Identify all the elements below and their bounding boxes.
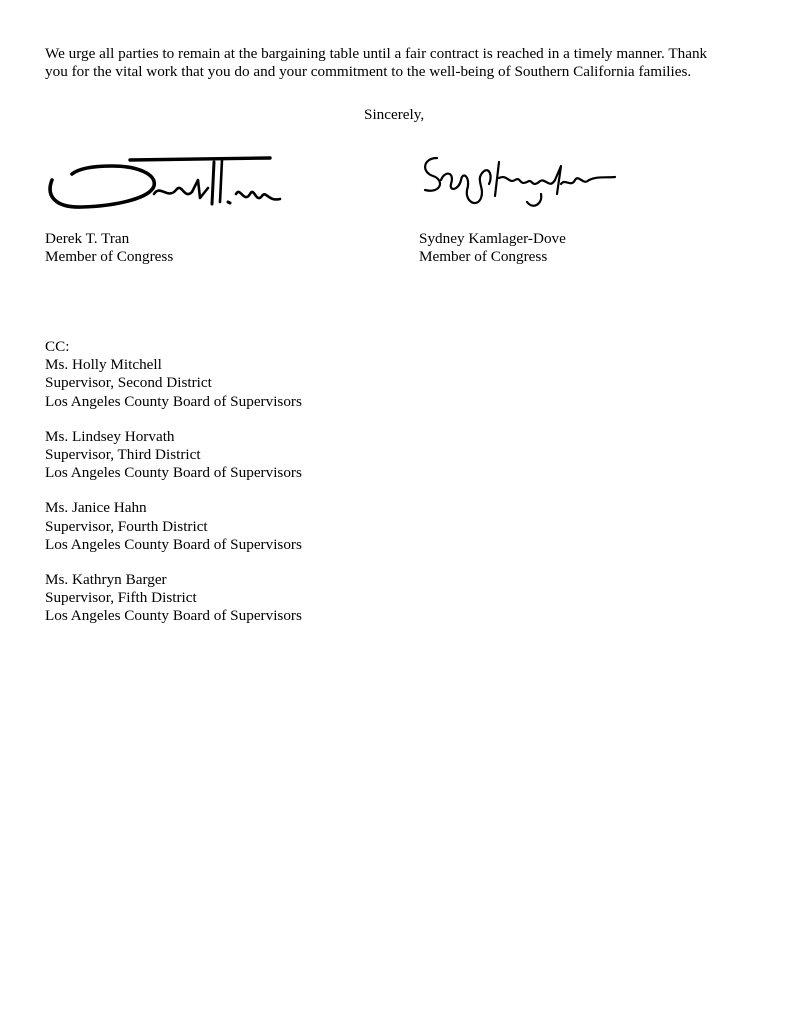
cc-label: CC: — [45, 338, 70, 355]
cc-recipient — [45, 571, 302, 626]
signer-name: Derek T. Tran — [45, 230, 130, 247]
signature-derek-tran — [42, 150, 287, 220]
cc-recipient — [45, 428, 302, 483]
recipient-name: Ms. Holly Mitchell — [45, 356, 162, 374]
closing-paragraph — [45, 45, 745, 81]
recipient-role: Supervisor, Fourth District — [45, 517, 208, 535]
signer-title: Member of Congress — [419, 248, 548, 266]
signature-sydney-kamlager-dove — [415, 150, 620, 215]
recipient-org: Los Angeles County Board of Supervisors — [45, 535, 302, 553]
signer-block-sydney-kamlager-dove — [419, 230, 566, 266]
recipient-role: Supervisor, Third District — [45, 446, 201, 464]
recipient-role: Supervisor, Fifth District — [45, 589, 197, 607]
cc-recipient — [45, 499, 302, 554]
recipient-name: Ms. Lindsey Horvath — [45, 427, 175, 445]
recipient-name: Ms. Janice Hahn — [45, 499, 147, 517]
closing-salutation: Sincerely, — [364, 106, 425, 123]
recipient-org: Los Angeles County Board of Supervisors — [45, 464, 302, 482]
recipient-org: Los Angeles County Board of Supervisors — [45, 392, 302, 410]
signer-name: Sydney Kamlager-Dove — [419, 230, 566, 247]
signer-title: Member of Congress — [45, 248, 174, 266]
recipient-org: Los Angeles County Board of Supervisors — [45, 607, 302, 625]
paragraph-line: We urge all parties to remain at the bargaining table until a fair contract is reached in a timely manner. Thank — [45, 45, 708, 62]
signer-block-derek-tran — [45, 230, 173, 266]
recipient-name: Ms. Kathryn Barger — [45, 571, 167, 589]
recipient-role: Supervisor, Second District — [45, 374, 212, 392]
paragraph-line: you for the vital work that you do and your commitment to the well-being of Southern California families. — [45, 63, 692, 81]
cc-recipient — [45, 356, 302, 411]
cc-list — [45, 338, 302, 626]
